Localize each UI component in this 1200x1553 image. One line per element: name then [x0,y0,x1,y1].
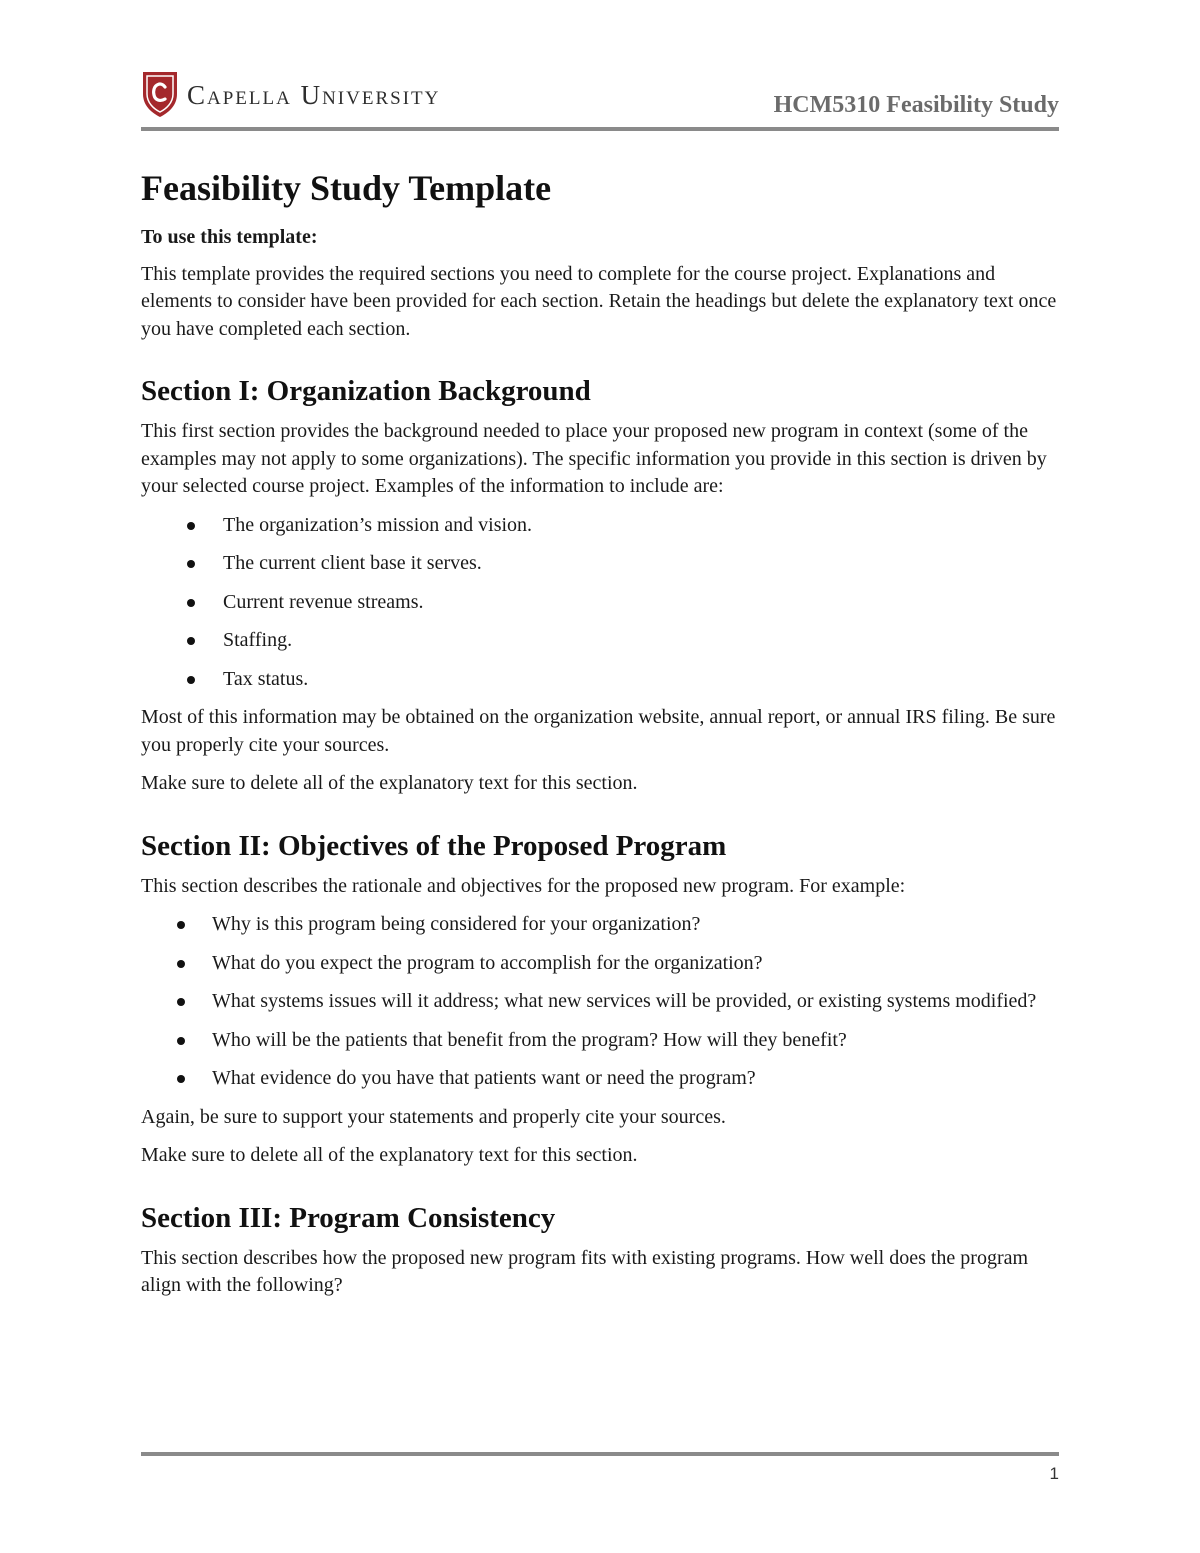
list-item [141,1027,1061,1055]
instructions-label: To use this template: [141,226,318,248]
section-1-list [141,512,1061,694]
list-item [141,1065,1061,1093]
bullet-icon [177,921,185,929]
logo-wordmark: Capella University [187,79,441,110]
bullet-icon [177,998,185,1006]
section-1-delete-reminder: Make sure to delete all of the explanatory text for this section. [141,772,638,794]
section-2-sources-note: Again, be sure to support your statements and properly cite your sources. [141,1105,726,1128]
list-item-text: Why is this program being considered for your organization? [212,913,701,935]
section-3-intro: This section describes how the proposed new program fits with existing programs. How well does the program align with the following? [141,1246,1029,1296]
header-document-title: HCM5310 Feasibility Study [773,92,1059,118]
list-item-text: Tax status. [223,667,309,690]
page-number: 1 [1049,1464,1059,1483]
bullet-icon [187,599,195,607]
section-1-intro: This first section provides the background needed to place your proposed new program in context (some of the examples may not apply to some organizations). The specific information you provide in this section is driven by your selected course project. Examples of the information to include are: [141,420,1047,497]
list-item [141,988,1061,1016]
shield-icon [141,70,179,118]
bullet-icon [177,1037,185,1045]
section-3-heading: Section III: Program Consistency [141,1201,556,1234]
list-item-text: What do you expect the program to accomplish for the organization? [212,951,763,974]
page-title: Feasibility Study Template [141,168,552,208]
footer-divider [141,1452,1059,1456]
bullet-icon [187,676,195,684]
bullet-icon [187,560,195,568]
list-item [141,550,1061,578]
bullet-icon [187,637,195,645]
section-1-heading: Section I: Organization Background [141,375,591,407]
list-item [141,666,1061,694]
list-item-text: Staffing. [223,629,293,651]
bullet-icon [177,1075,185,1083]
list-item [141,950,1061,978]
list-item [141,512,1061,540]
section-2-delete-reminder: Make sure to delete all of the explanatory text for this section. [141,1144,638,1166]
list-item [141,911,1061,939]
instructions-text: This template provides the required sections you need to complete for the course project. Explanations and elements to consider have been provided for each section. Retain the headings but delete the explanatory text once you have completed each section. [141,262,1057,340]
list-item-text: What systems issues will it address; what new services will be provided, or existing systems modified? [212,990,1037,1012]
document-body [141,166,1061,1311]
section-2-intro: This section describes the rationale and objectives for the proposed new program. For example: [141,874,906,897]
capella-logo [141,70,440,118]
list-item-text: The organization’s mission and vision. [223,513,533,536]
list-item-text: Who will be the patients that benefit from the program? How will they benefit? [212,1028,847,1051]
list-item [141,589,1061,617]
list-item-text: Current revenue streams. [223,590,424,613]
bullet-icon [187,522,195,530]
list-item-text: The current client base it serves. [223,552,482,574]
list-item [141,627,1061,655]
section-1-sources-note: Most of this information may be obtained on the organization website, annual report, or annual IRS filing. Be sure you properly cite your sources. [141,706,1056,756]
header-divider [141,127,1059,131]
bullet-icon [177,960,185,968]
page-header [141,66,1059,130]
section-2-list [141,911,1061,1093]
list-item-text: What evidence do you have that patients want or need the program? [212,1067,756,1089]
section-2-heading: Section II: Objectives of the Proposed Program [141,829,727,862]
